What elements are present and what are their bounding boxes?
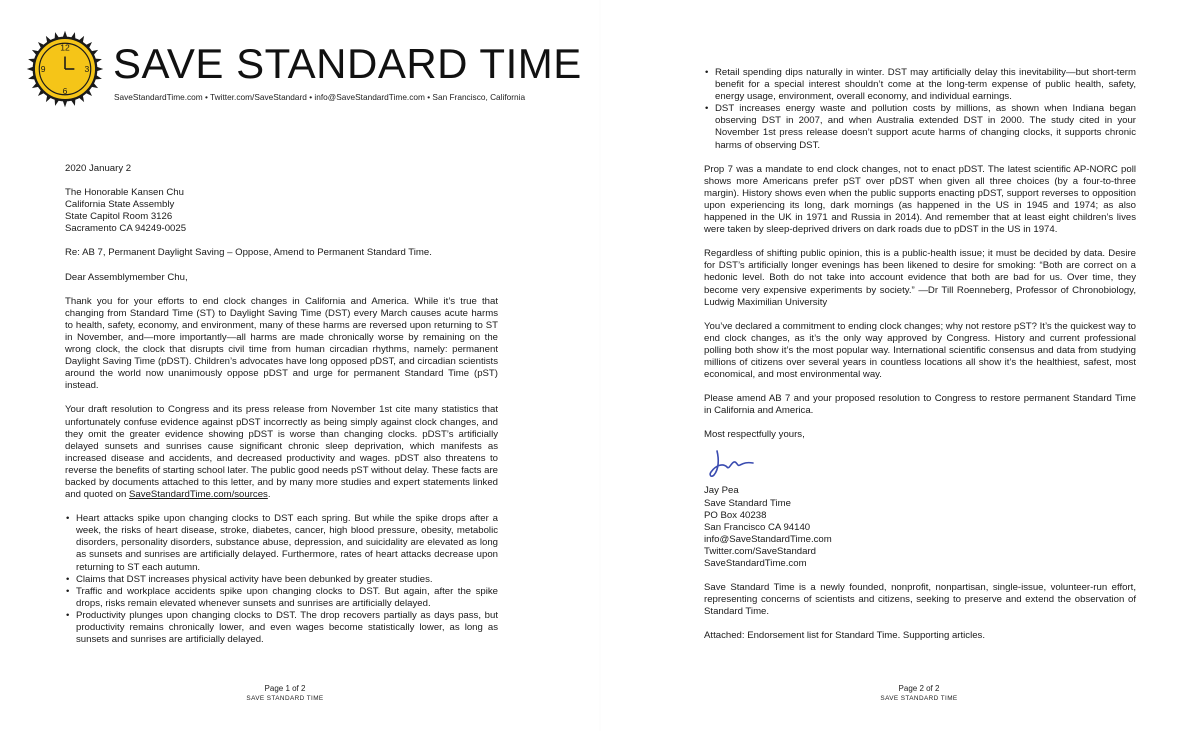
logo-number-6: 6 xyxy=(62,85,68,96)
paragraph-evidence-text: Your draft resolution to Congress and its press release from November 1st cite many statistics that unfortunately confuse evidence against pDST incorrectly as being simply against clock changes, and they omit the greater evidence showing pDST is worse than changing clocks. pDST’s artificially delayed sunsets and sunrises cause significant chronic sleep deprivation, which manifests as increased disease and accidents, and decreased productivity and wages. pDST also threatens to reverse the benefits of starting school later. The public good needs pST without delay. These facts are backed by documents attached to this letter, and by many more studies and expert statements linked and quoted on xyxy=(65,404,498,501)
logo-number-9: 9 xyxy=(40,64,46,75)
footer-brand: SAVE STANDARD TIME xyxy=(246,695,324,702)
letter-body-page-1 xyxy=(65,163,498,658)
signature-block xyxy=(704,485,1136,570)
page-number: Page 2 of 2 xyxy=(898,684,940,693)
signature-line: PO Box 40238 xyxy=(704,509,767,521)
list-item: • Traffic and workplace accidents spike upon changing clocks to DST. But again, after the spike drops, risks remain elevated whenever sunsets and sunrises are artificially delayed. xyxy=(65,586,498,610)
list-item: • Retail spending dips naturally in winter. DST may artificially delay this inevitability—but short-term benefit for a special interest shouldn’t come at the long-term expense of public health, safety, energy usage, environment, overall economy, and individual earnings. xyxy=(704,67,1136,103)
signature-line: SaveStandardTime.com xyxy=(704,558,807,569)
attachments-note: Attached: Endorsement list for Standard Time. Supporting articles. xyxy=(704,630,986,642)
signature-line: Twitter.com/SaveStandard xyxy=(704,545,816,557)
brand-title: SAVE STANDARD TIME xyxy=(113,40,582,87)
closing: Most respectfully yours, xyxy=(704,429,805,441)
recipient-line: State Capitol Room 3126 xyxy=(65,211,173,223)
evidence-bullet-list xyxy=(65,513,498,646)
footer-brand: SAVE STANDARD TIME xyxy=(880,695,958,702)
paragraph-prop7: Prop 7 was a mandate to end clock changes, not to enact pDST. The latest scientific AP-NORC poll shows more Americans prefer pST over pDST when given all three choices (by a four-to-three margin). History shows even when the public supports enacting pDST, support reverses to opposition upon experiencing its long, dark mornings (as happened in the US in 1945 and 1974; as also happened in the UK in 1971 and Russia in 2014). And remember that at least eight children’s lives were taken by sleep-deprived drivers on dark roads due to pDST in the US in 1974. xyxy=(704,163,1136,236)
signature-icon xyxy=(707,445,767,481)
list-item: • Claims that DST increases physical activity have been debunked by greater studies. xyxy=(65,574,498,586)
recipient-line: The Honorable Kansen Chu xyxy=(65,187,184,199)
evidence-bullet-list-continued xyxy=(704,67,1136,152)
logo-number-3: 3 xyxy=(84,64,90,75)
paragraph-evidence-end: . xyxy=(267,489,271,501)
re-line: Re: AB 7, Permanent Daylight Saving – Oppose, Amend to Permanent Standard Time. xyxy=(65,247,432,259)
paragraph-request: Please amend AB 7 and your proposed resolution to Congress to restore permanent Standard Time in California and America. xyxy=(704,393,1136,417)
sources-link[interactable]: SaveStandardTime.com/sources xyxy=(129,489,268,501)
list-item: • DST increases energy waste and pollution costs by millions, as shown when Indiana began observing DST in 2007, and when Australia extended DST in 2000. The study cited in your November 1st press release doesn’t support acute harms of changing clocks, it supports chronic harms of observing DST. xyxy=(704,103,1136,151)
recipient-line: Sacramento CA 94249-0025 xyxy=(65,223,187,235)
salutation: Dear Assemblymember Chu, xyxy=(65,271,188,283)
paragraph-public-health: Regardless of shifting public opinion, this is a public-health issue; it must be decided by data. Desire for DST’s artificially longer evenings has been likened to desire for smoking: “Both are correct on a hedonic level. Both do not take into account evidence that both are bad for us. Over time, they become very expensive experiments by society.” —Dr Till Roenneberg, Professor of Chronobiology, Ludwig Maximilian University xyxy=(704,248,1136,308)
page-footer-1 xyxy=(215,684,355,704)
brand-contacts: SaveStandardTime.com • Twitter.com/SaveStandard • info@SaveStandardTime.com • San Francisco, California xyxy=(114,92,526,102)
about-organization: Save Standard Time is a newly founded, nonprofit, nonpartisan, single-issue, volunteer-run effort, representing concerns of scientists and citizens, seeking to preserve and extend the observation of Standard Time. xyxy=(704,582,1136,618)
list-item: • Productivity plunges upon changing clocks to DST. The drop recovers partially as days pass, but productivity remains chronically lower, and even wages become statistically lower, as long as sunsets and sunrises are artificially delayed. xyxy=(65,610,498,646)
signature-line: Save Standard Time xyxy=(704,497,791,509)
recipient-address xyxy=(65,187,498,235)
page-footer-2 xyxy=(849,684,989,704)
letter-body-page-2 xyxy=(704,67,1136,654)
paragraph-evidence xyxy=(65,404,498,501)
list-item: • Heart attacks spike upon changing clocks to DST each spring. But while the spike drops after a week, the risks of heart disease, stroke, diabetes, cancer, high blood pressure, obesity, metabolic disorders, personality disorders, substance abuse, depression, and suicidality are elevated as long as sunsets and sunrises are artificially delayed. Furthermore, rates of heart attacks decrease upon returning to ST each autumn. xyxy=(65,513,498,573)
logo-number-12: 12 xyxy=(60,42,70,53)
signature-line: info@SaveStandardTime.com xyxy=(704,533,832,545)
sun-clock-logo-icon xyxy=(26,30,104,108)
page-number: Page 1 of 2 xyxy=(264,684,306,693)
paragraph-intro: Thank you for your efforts to end clock changes in California and America. While it’s true that changing from Standard Time (ST) to Daylight Saving Time (DST) every March causes acute harms to health, safety, economy, and environment, many of these harms are reversed upon returning to ST in November, and—more importantly—all harms are made chronically worse by remaining on the wrong clock, the clock that disrupts civil time from human circadian rhythms, namely: permanent Daylight Saving Time (pDST). Children’s advocates have long opposed pDST, and circadian scientists around the world now unanimously oppose pDST and urge for permanent Standard Time (pST) instead. xyxy=(65,295,498,392)
letter-date: 2020 January 2 xyxy=(65,163,132,174)
signature-line: Jay Pea xyxy=(704,485,739,497)
recipient-line: California State Assembly xyxy=(65,199,175,211)
paragraph-restore-pst: You’ve declared a commitment to ending clock changes; why not restore pST? It’s the quickest way to end clock changes, as it’s the only way approved by Congress. History and current professional polling both show it’s the most popular way. International scientific consensus and data from studying millions of citizens over several years in countless locations all show it’s the healthiest, safest, most economical, and most environmental way. xyxy=(704,320,1136,381)
signature-line: San Francisco CA 94140 xyxy=(704,521,811,533)
